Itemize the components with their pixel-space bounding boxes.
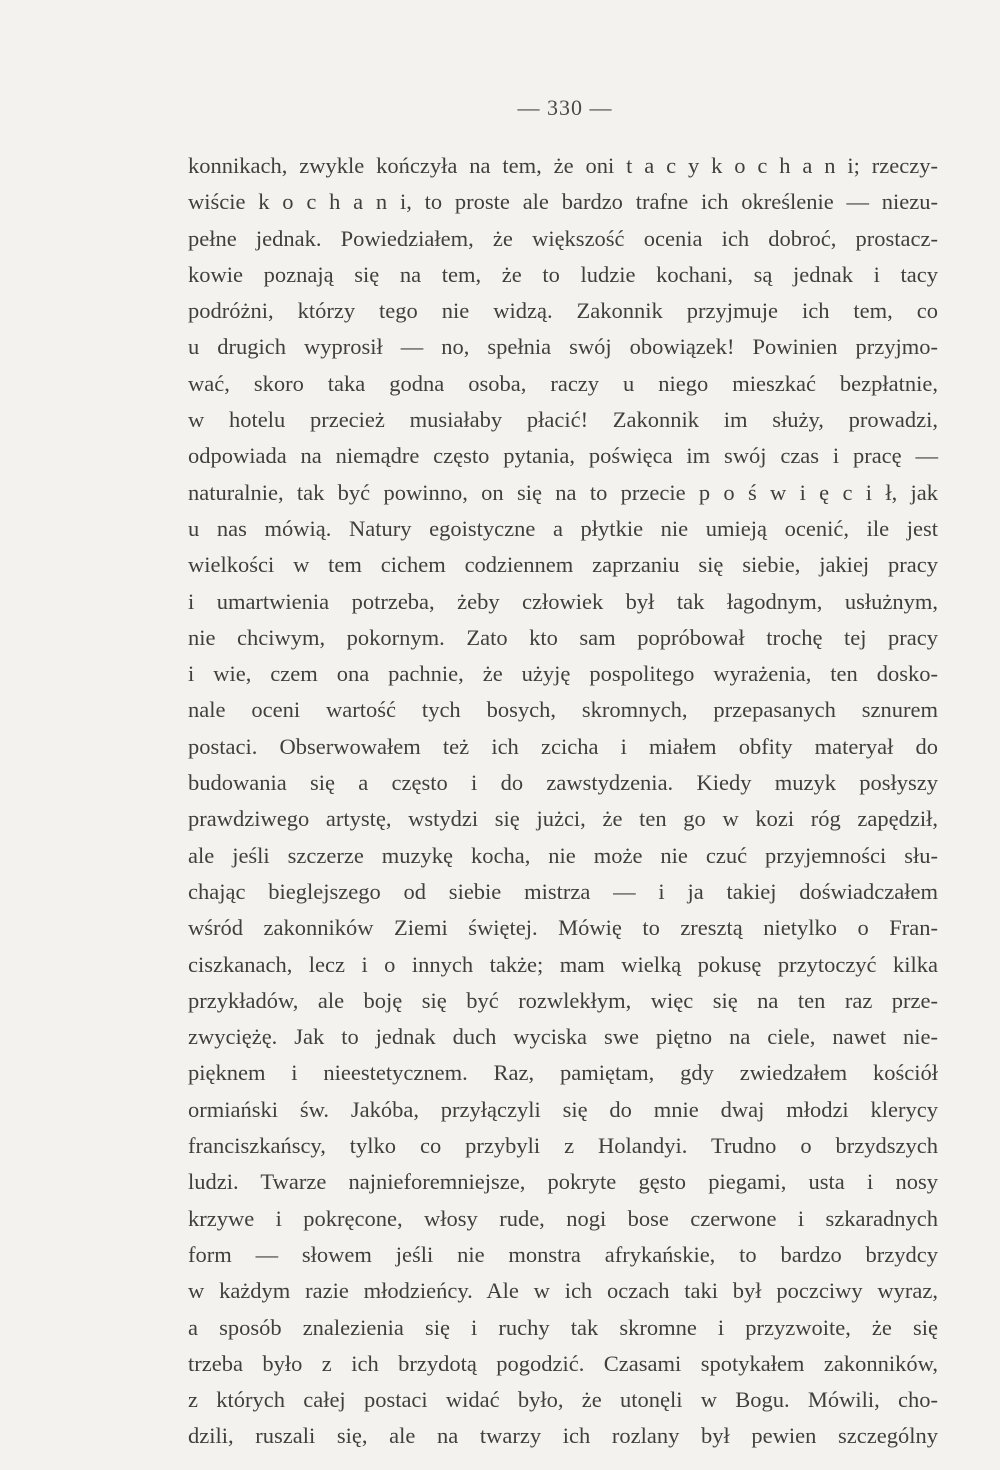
text-line: i umartwienia potrzeba, żeby człowiek był tak łagodnym, usłużnym, (188, 588, 938, 614)
text-line: ciszkanach, lecz i o innych także; mam wielką pokusę przytoczyć kilka (188, 951, 938, 977)
text-line: pięknem i nieestetycznem. Raz, pamiętam, gdy zwiedzałem kościół (188, 1060, 938, 1086)
text-line: wśród zakonników Ziemi świętej. Mówię to zresztą nietylko o Fran- (188, 915, 938, 941)
text-line: ale jeśli szczerze muzykę kocha, nie może nie czuć przyjemności słu- (188, 842, 938, 868)
text-line: postaci. Obserwowałem też ich zcicha i miałem obfity materyał do (188, 733, 938, 759)
text-line: budowania się a często i do zawstydzenia. Kiedy muzyk posłyszy (188, 770, 938, 796)
text-line: pełne jednak. Powiedziałem, że większość ocenia ich dobroć, prostacz- (188, 225, 938, 251)
text-line: ludzi. Twarze najnieforemniejsze, pokryte gęsto piegami, usta i nosy (188, 1169, 938, 1195)
text-line: kowie poznają się na tem, że to ludzie kochani, są jednak i tacy (188, 261, 938, 287)
text-line: u drugich wyprosił — no, spełnia swój obowiązek! Powinien przyjmo- (188, 334, 938, 360)
text-line: i wie, czem ona pachnie, że użyję pospolitego wyrażenia, ten dosko- (188, 661, 938, 687)
text-line: w każdym razie młodzieńcy. Ale w ich oczach taki był poczciwy wyraz, (188, 1278, 938, 1304)
text-line: chając bieglejszego od siebie mistrza — i ja takiej doświadczałem (188, 878, 938, 904)
text-line: trzeba było z ich brzydotą pogodzić. Czasami spotykałem zakonników, (188, 1350, 938, 1376)
text-line: podróżni, którzy tego nie widzą. Zakonnik przyjmuje ich tem, co (188, 298, 938, 324)
text-line: naturalnie, tak być powinno, on się na to przecie p o ś w i ę c i ł, jak (188, 479, 938, 505)
text-line: ormiański św. Jakóba, przyłączyli się do mnie dwaj młodzi klerycy (188, 1096, 938, 1122)
text-line: konnikach, zwykle kończyła na tem, że oni t a c y k o c h a n i; rzeczy- (188, 153, 938, 178)
text-line: nie chciwym, pokornym. Zato kto sam popróbował trochę tej pracy (188, 624, 938, 650)
body-text (188, 148, 938, 1455)
text-line: odpowiada na niemądre często pytania, poświęca im swój czas i pracę — (188, 443, 938, 469)
text-line: zwyciężę. Jak to jednak duch wyciska swe piętno na ciele, nawet nie- (188, 1024, 938, 1050)
text-line: wiście k o c h a n i, to proste ale bardzo trafne ich określenie — niezu- (188, 189, 938, 215)
text-line: u nas mówią. Natury egoistyczne a płytkie nie umieją ocenić, ile jest (188, 515, 938, 541)
text-line: z których całej postaci widać było, że utonęli w Bogu. Mówili, cho- (188, 1387, 938, 1413)
text-line: w hotelu przecież musiałaby płacić! Zakonnik im służy, prowadzi, (188, 407, 938, 433)
text-line: krzywe i pokręcone, włosy rude, nogi bose czerwone i szkaradnych (188, 1205, 938, 1231)
text-line: prawdziwego artystę, wstydzi się jużci, że ten go w kozi róg zapędził, (188, 806, 938, 832)
text-line: a sposób znalezienia się i ruchy tak skromne i przyzwoite, że się (188, 1314, 938, 1340)
text-line: form — słowem jeśli nie monstra afrykańskie, to bardzo brzydcy (188, 1241, 938, 1267)
text-line: wielkości w tem cichem codziennem zaprzaniu się siebie, jakiej pracy (188, 552, 938, 578)
text-line: wać, skoro taka godna osoba, raczy u niego mieszkać bezpłatnie, (188, 370, 938, 396)
text-line: franciszkańscy, tylko co przybyli z Holandyi. Trudno o brzydszych (188, 1133, 938, 1159)
text-line: dzili, ruszali się, ale na twarzy ich rozlany był pewien szczególny (188, 1423, 938, 1449)
page-number: — 330 — (517, 95, 613, 120)
text-line: nale oceni wartość tych bosych, skromnych, przepasanych sznurem (188, 697, 938, 723)
text-line: przykładów, ale boję się być rozwlekłym, więc się na ten raz prze- (188, 987, 938, 1013)
